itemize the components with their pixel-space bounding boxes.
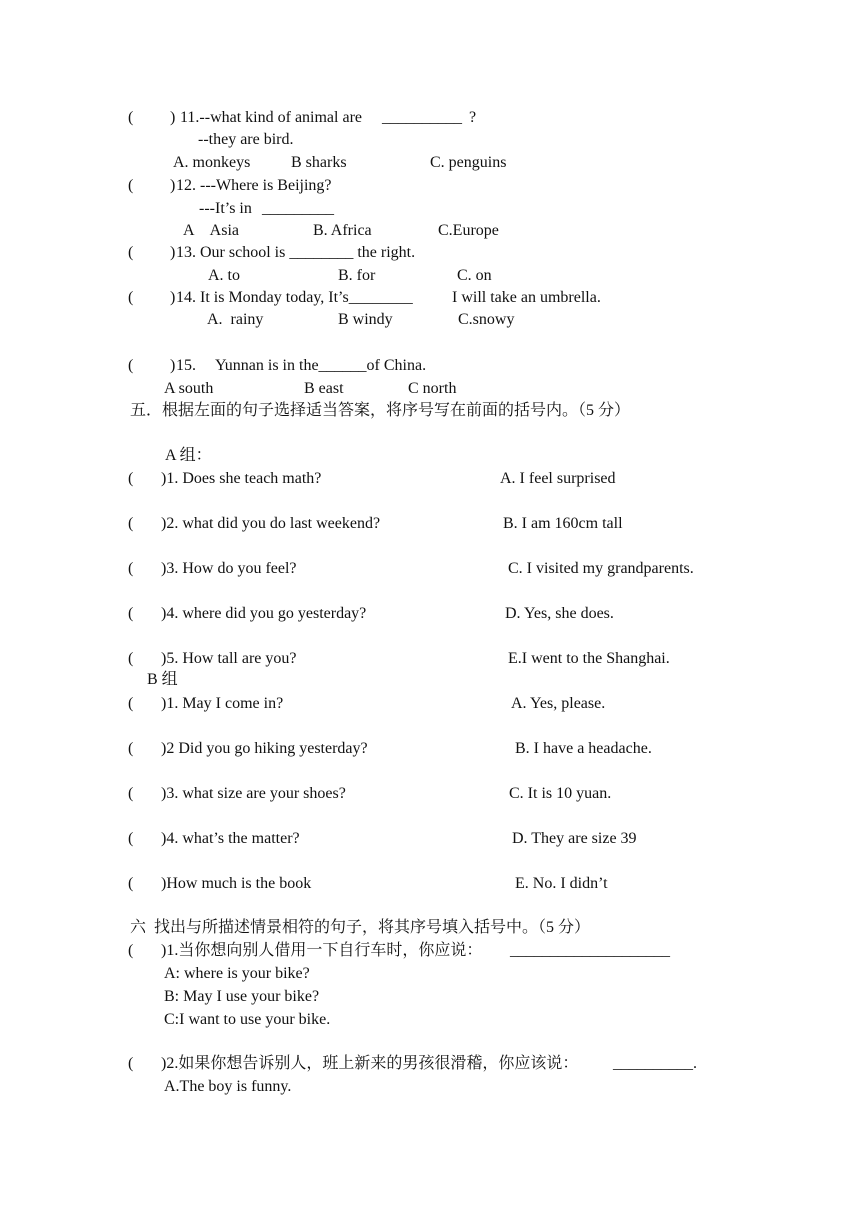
answer-bracket-open: ( [128, 740, 134, 757]
match-answer: D. Yes, she does. [505, 605, 614, 622]
match-question: )5. How tall are you? [161, 650, 297, 667]
section-5-title: 五．根据左面的句子选择适当答案，将序号写在前面的括号内。（5 分） [130, 402, 631, 419]
scenario-blank-2: __________. [613, 1055, 697, 1072]
option-c: C.snowy [458, 311, 515, 328]
answer-bracket-open: ( [128, 605, 134, 622]
option-b: B. Africa [313, 222, 372, 239]
option-c: C. on [457, 267, 492, 284]
answer-bracket-open: ( [128, 470, 134, 487]
question-11-end: ? [469, 109, 477, 126]
match-answer: E.I went to the Shanghai. [508, 650, 670, 667]
match-answer: C. I visited my grandparents. [508, 560, 694, 577]
match-question: )2 Did you go hiking yesterday? [161, 740, 368, 757]
answer-bracket-open: ( [128, 515, 134, 532]
answer-bracket-open: ( [128, 650, 134, 667]
option-b: B windy [338, 311, 393, 328]
option-c: C north [408, 380, 457, 397]
match-answer: A. I feel surprised [500, 470, 616, 487]
match-question: )1. Does she teach math? [161, 470, 322, 487]
match-answer: A. Yes, please. [511, 695, 606, 712]
question-12-blank: _________ [262, 200, 334, 217]
question-11-blank: __________ [382, 109, 462, 126]
match-question: )4. what’s the matter? [161, 830, 300, 847]
match-answer: D. They are size 39 [512, 830, 637, 847]
answer-bracket-close: ) [170, 357, 176, 374]
option-a: A: where is your bike? [164, 965, 310, 982]
option-a: A south [164, 380, 214, 397]
option-a: A.The boy is funny. [164, 1078, 292, 1095]
question-11: ) [170, 109, 176, 126]
match-question: )2. what did you do last weekend? [161, 515, 381, 532]
option-a: A. to [208, 267, 240, 284]
match-question: )How much is the book [161, 875, 312, 892]
question-13-text: 13. Our school is ________ the right. [176, 244, 416, 261]
answer-bracket-open: ( [128, 289, 134, 306]
answer-bracket-open: ( [128, 830, 134, 847]
answer-bracket-open: ( [128, 695, 134, 712]
match-answer: E. No. I didn’t [515, 875, 608, 892]
answer-bracket-open: ( [128, 109, 134, 126]
question-15-text: Yunnan is in the______of China. [215, 357, 427, 374]
question-11-text: 11.--what kind of animal are [180, 109, 363, 126]
answer-bracket-open: ( [128, 942, 134, 959]
scenario-question-1: )1.当你想向别人借用一下自行车时，你应说： [161, 942, 483, 959]
scenario-blank-1: ____________________ [510, 942, 670, 959]
match-question: )1. May I come in? [161, 695, 284, 712]
question-11-reply: --they are bird. [198, 131, 294, 148]
match-answer: C. It is 10 yuan. [509, 785, 612, 802]
answer-bracket-open: ( [128, 357, 134, 374]
question-14-tail: I will take an umbrella. [452, 289, 601, 306]
option-a: A. rainy [207, 311, 264, 328]
question-12-text: 12. ---Where is Beijing? [176, 177, 332, 194]
option-c: C.Europe [438, 222, 499, 239]
group-a-label: A 组： [165, 447, 212, 464]
question-12-reply: ---It’s in [199, 200, 252, 217]
answer-bracket-open: ( [128, 560, 134, 577]
answer-bracket-open: ( [128, 1055, 134, 1072]
answer-bracket-open: ( [128, 875, 134, 892]
match-question: )3. How do you feel? [161, 560, 297, 577]
option-b: B: May I use your bike? [164, 988, 320, 1005]
question-14-text: 14. It is Monday today, It’s________ [176, 289, 413, 306]
option-b: B sharks [291, 154, 347, 171]
question-15-number: 15. [176, 357, 196, 374]
option-c: C. penguins [430, 154, 507, 171]
option-c: C:I want to use your bike. [164, 1011, 331, 1028]
scenario-question-2: )2.如果你想告诉别人，班上新来的男孩很滑稽，你应该说： [161, 1055, 579, 1072]
answer-bracket-close: ) [170, 244, 176, 261]
option-b: B. for [338, 267, 376, 284]
answer-bracket-open: ( [128, 244, 134, 261]
answer-bracket-open: ( [128, 785, 134, 802]
answer-bracket-close: ) [170, 177, 176, 194]
option-a: A Asia [183, 222, 240, 239]
match-answer: B. I have a headache. [515, 740, 652, 757]
answer-bracket-close: ) [170, 289, 176, 306]
match-question: )3. what size are your shoes? [161, 785, 346, 802]
section-6-title: 六 找出与所描述情景相符的句子，将其序号填入括号中。（5 分） [130, 919, 591, 936]
option-b: B east [304, 380, 344, 397]
match-question: )4. where did you go yesterday? [161, 605, 367, 622]
answer-bracket-open: ( [128, 177, 134, 194]
group-b-label: B 组 [147, 671, 178, 688]
match-answer: B. I am 160cm tall [503, 515, 623, 532]
option-a: A. monkeys [173, 154, 251, 171]
